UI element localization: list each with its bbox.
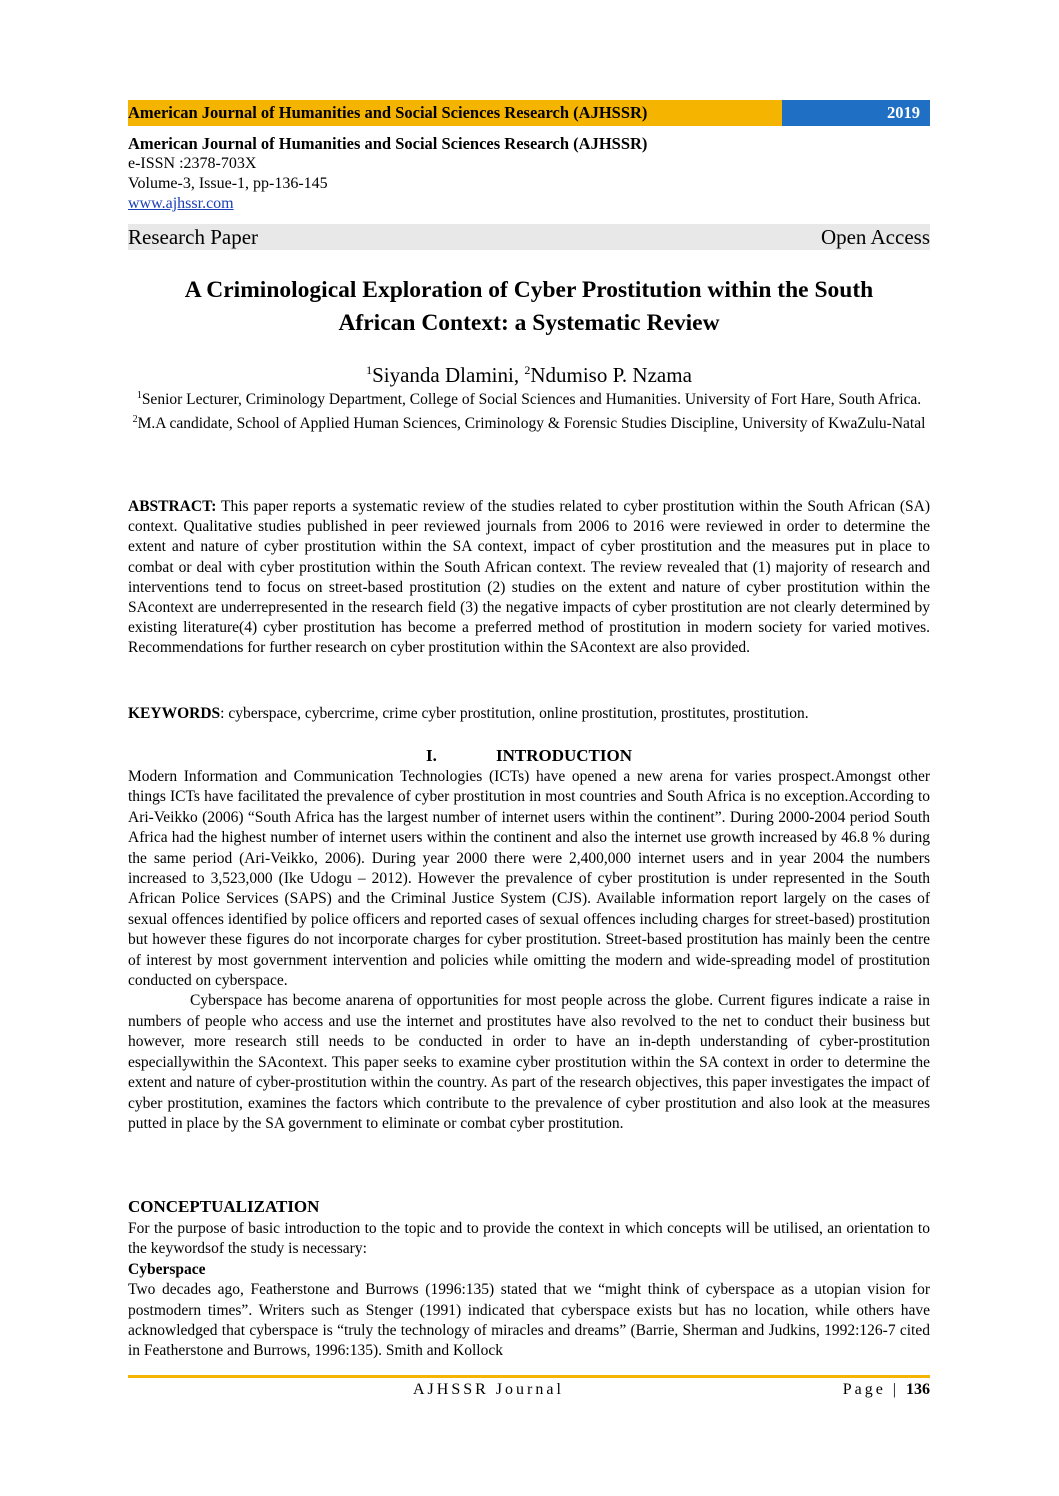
abstract-label: ABSTRACT: [128,498,217,515]
footer-page-label: Page | [842,1381,906,1398]
affiliation-2-text: M.A candidate, School of Applied Human Sciences, Criminology & Forensic Studies Discipline, University of KwaZulu-Natal [137,415,926,433]
affiliations [128,386,930,434]
footer-journal: AJHSSR Journal [413,1381,564,1398]
title-line-1: A Criminological Exploration of Cyber Prostitution within the South [184,277,874,303]
author-list [128,357,930,388]
keywords [128,704,930,724]
footer-divider [128,1375,930,1378]
affiliation-1-sup: 1 [136,390,142,401]
concept-paragraph-2: Two decades ago, Featherstone and Burrows (1996:135) stated that we “might think of cyberspace as a utopian vision for postmodern times”. Writers such as Stenger (1991) indicated that cyberspace exists but has no location, while others have acknowledged that cyberspace is “truly the technology of miracles and dreams” (Barrie, Sherman and Judkins, 1992:126-7 cited in Featherstone and Burrows, 1996:135). Smith and Kollock [128,1281,930,1360]
page-footer [128,1380,930,1400]
intro-paragraph-2: Cyberspace has become anarena of opportunities for most people across the globe. Current figures indicate a raise in numbers of people who access and use the internet and prostitutes have also revolved to the net to conduct their business but however, more research still needs to be conducted in order to have an in-depth understanding of cyber-prostitution especiallywithin the SAcontext. This paper seeks to examine cyber prostitution within the SA context in order to determine the extent and nature of cyber-prostitution within the country. As part of the research objectives, this paper investigates the impact of cyber prostitution, examines the factors which contribute to the prevalence of cyber prostitution and also look at the measures putted in place by the SA government to eliminate or combat cyber prostitution. [128,992,930,1132]
author-2-sup: 2 [524,363,531,377]
abstract [128,497,930,659]
intro-paragraph-1: Modern Information and Communication Technologies (ICTs) have opened a new arena for varies prospect.Amongst other things ICTs have facilitated the prevalence of cyber prostitution in most countries and South Africa is no exception.According to Ari-Veikko (2006) “South Africa has the largest number of internet users within the continent”. During 2000-2004 period South Africa had the highest number of internet users within the continent and also the internet use growth increased by 46.8 % during the same period (Ari-Veikko, 2006). During year 2000 there were 2,400,000 internet users and in year 2004 the numbers increased to 3,523,000 (Ike Udogu – 2012). However the prevalence of cyber prostitution is under represented in the South African Police Services (SAPS) and the Criminal Justice System (CJS). Available information report largely on the cases of sexual offences identified by police officers and reported cases of sexual offences including charges for street-based) prostitution but however these figures do not incorporate charges for cyber prostitution. Street-based prostitution has mainly been the centre of interest by most government intervention and policies while omitting the modern and wide-spreading model of prostitution conducted on cyberspace. [128,768,930,990]
section-title: INTRODUCTION [495,746,633,765]
concept-paragraph-1: For the purpose of basic introduction to the topic and to provide the context in which concepts will be utilised, an orientation to the keywordsof the study is necessary: [128,1220,930,1258]
author-1-sup: 1 [366,363,373,377]
paper-type: Research Paper [128,224,259,249]
header-journal-name: American Journal of Humanities and Social Sciences Research (AJHSSR) [128,100,782,126]
meta-journal-name: American Journal of Humanities and Social Sciences Research (AJHSSR) [128,134,648,153]
footer-page [843,1380,930,1400]
footer-page-number: 136 [906,1381,930,1398]
access-type: Open Access [820,224,930,249]
paper-type-row [128,224,930,250]
affiliation-2-sup: 2 [132,414,138,426]
section-heading-introduction [128,746,930,766]
journal-website-link[interactable]: www.ajhssr.com [128,195,234,212]
meta-issn: e-ISSN :2378-703X [128,155,257,172]
abstract-text: This paper reports a systematic review of the studies related to cyber prostitution within the South African (SA) context. Qualitative studies published in peer reviewed journals from 2006 to 2016 were reviewed in order to determine the extent and nature of cyber prostitution within the SA context, impact of cyber prostitution and the measures put in place to combat or deal with cyber prostitution within the South African context. The review revealed that (1) majority of research and interventions tend to focus on street-based prostitution (2) studies on the extent and nature of cyber prostitution within the SAcontext are underrepresented in the research field (3) the negative impacts of cyber prostitution are not clearly determined by existing literature(4) cyber prostitution has become a preferred method of prostitution in modern society for varied motives. Recommendations for further research on cyber prostitution within the SAcontext are also provided. [128,498,930,657]
header-year: 2019 [782,100,930,126]
subheading-cyberspace: Cyberspace [128,1260,206,1278]
section-heading-conceptualization: CONCEPTUALIZATION [128,1197,320,1216]
affiliation-1-text: Senior Lecturer, Criminology Department, College of Social Sciences and Humanities. University of Fort Hare, South Africa. [141,391,922,409]
author-2: Ndumiso P. Nzama [530,363,692,387]
keywords-label: KEYWORDS [128,705,221,722]
paper-title [128,274,930,340]
title-line-2: African Context: a Systematic Review [338,310,720,336]
introduction-body [128,767,930,1134]
meta-volume: Volume-3, Issue-1, pp-136-145 [128,175,328,192]
section-number: I. [425,746,437,765]
keywords-text: : cyberspace, cybercrime, crime cyber prostitution, online prostitution, prostitutes, prostitution. [220,705,809,722]
journal-meta [128,134,930,214]
journal-header-bar [128,100,930,126]
affiliation-1 [128,386,930,410]
conceptualization-body [128,1219,930,1362]
affiliation-2 [128,410,930,434]
author-1: Siyanda Dlamini, [372,363,525,387]
